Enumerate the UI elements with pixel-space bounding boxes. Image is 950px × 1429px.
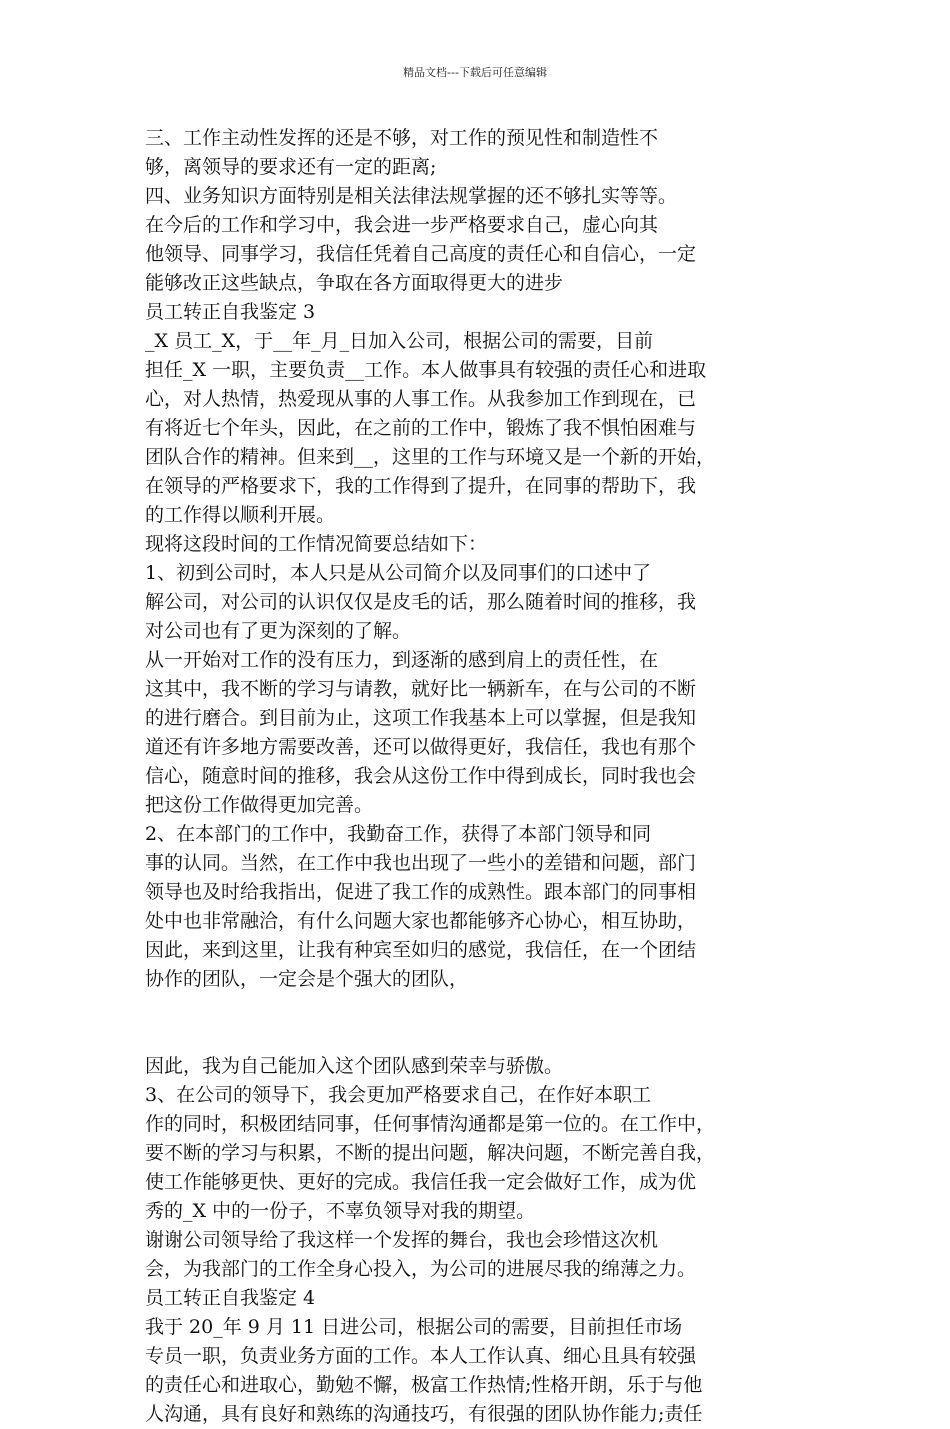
text-line: 心，对人热情，热爱现从事的人事工作。从我参加工作到现在，已 <box>145 388 697 410</box>
text-line: 因此，我为自己能加入这个团队感到荣幸与骄傲。 <box>145 1055 564 1077</box>
text-line: 2、在本部门的工作中，我勤奋工作，获得了本部门领导和同 <box>145 823 652 845</box>
text-line: 三、工作主动性发挥的还是不够，对工作的预见性和制造性不 <box>145 127 659 149</box>
text-line: 的工作得以顺利开展。 <box>145 504 336 526</box>
text-line: 把这份工作做得更加完善。 <box>145 794 374 816</box>
text-line: 要不断的学习与积累，不断的提出问题，解决问题，不断完善自我， <box>145 1142 716 1164</box>
text-line: 因此，来到这里，让我有种宾至如归的感觉，我信任，在一个团结 <box>145 939 697 961</box>
text-line: 谢谢公司领导给了我这样一个发挥的舞台，我也会珍惜这次机 <box>145 1229 659 1251</box>
text-line: 作的同时，积极团结同事，任何事情沟通都是第一位的。在工作中， <box>145 1113 716 1135</box>
document-body <box>145 124 805 1429</box>
text-line: 四、业务知识方面特别是相关法律法规掌握的还不够扎实等等。 <box>145 185 678 207</box>
blank-line <box>145 994 805 1052</box>
text-line: 这其中，我不断的学习与请教，就好比一辆新车，在与公司的不断 <box>145 678 697 700</box>
text-line: 事的认同。当然，在工作中我也出现了一些小的差错和问题，部门 <box>145 852 697 874</box>
section-heading: 员工转正自我鉴定 4 <box>145 1287 316 1309</box>
text-line: 秀的_X 中的一份子，不辜负领导对我的期望。 <box>145 1200 536 1222</box>
text-line: 够，离领导的要求还有一定的距离; <box>145 156 437 178</box>
text-line: 他领导、同事学习，我信任凭着自己高度的责任心和自信心，一定 <box>145 243 697 265</box>
text-line: 的责任心和进取心，勤勉不懈，极富工作热情;性格开朗，乐于与他 <box>145 1374 703 1396</box>
text-line: 对公司也有了更为深刻的了解。 <box>145 620 412 642</box>
text-line: 的进行磨合。到目前为止，这项工作我基本上可以掌握，但是我知 <box>145 707 697 729</box>
text-line: 担任_X 一职，主要负责__工作。本人做事具有较强的责任心和进取 <box>145 359 707 381</box>
text-line: 在今后的工作和学习中，我会进一步严格要求自己，虚心向其 <box>145 214 659 236</box>
text-line: _X 员工_X，于__年_月_日加入公司，根据公司的需要，目前 <box>145 330 654 352</box>
text-line: 3、在公司的领导下，我会更加严格要求自己，在作好本职工 <box>145 1084 652 1106</box>
text-line: 领导也及时给我指出，促进了我工作的成熟性。跟本部门的同事相 <box>145 881 697 903</box>
text-line: 团队合作的精神。但来到__，这里的工作与环境又是一个新的开始， <box>145 446 716 468</box>
text-line: 解公司，对公司的认识仅仅是皮毛的话，那么随着时间的推移，我 <box>145 591 697 613</box>
text-line: 处中也非常融洽，有什么问题大家也都能够齐心协心，相互协助， <box>145 910 697 932</box>
text-line: 信心，随意时间的推移，我会从这份工作中得到成长，同时我也会 <box>145 765 697 787</box>
text-line: 专员一职，负责业务方面的工作。本人工作认真、细心且具有较强 <box>145 1345 697 1367</box>
text-line: 能够改正这些缺点，争取在各方面取得更大的进步 <box>145 272 564 294</box>
text-line: 在领导的严格要求下，我的工作得到了提升，在同事的帮助下，我 <box>145 475 697 497</box>
text-line: 人沟通，具有良好和熟练的沟通技巧，有很强的团队协作能力;责任 <box>145 1403 703 1425</box>
text-line: 1、初到公司时，本人只是从公司简介以及同事们的口述中了 <box>145 562 652 584</box>
text-line: 使工作能够更快、更好的完成。我信任我一定会做好工作，成为优 <box>145 1171 697 1193</box>
text-line: 道还有许多地方需要改善，还可以做得更好，我信任，我也有那个 <box>145 736 697 758</box>
text-line: 我于 20_年 9 月 11 日进公司，根据公司的需要，目前担任市场 <box>145 1316 683 1338</box>
text-line: 会，为我部门的工作全身心投入，为公司的进展尽我的绵薄之力。 <box>145 1258 697 1280</box>
text-line: 从一开始对工作的没有压力，到逐渐的感到肩上的责任性，在 <box>145 649 659 671</box>
text-line: 协作的团队，一定会是个强大的团队， <box>145 968 469 990</box>
section-heading: 员工转正自我鉴定 3 <box>145 301 316 323</box>
page-header: 精品文档---下载后可任意编辑 <box>403 66 547 79</box>
text-line: 有将近七个年头，因此，在之前的工作中，锻炼了我不惧怕困难与 <box>145 417 697 439</box>
text-line: 现将这段时间的工作情况简要总结如下： <box>145 533 488 555</box>
